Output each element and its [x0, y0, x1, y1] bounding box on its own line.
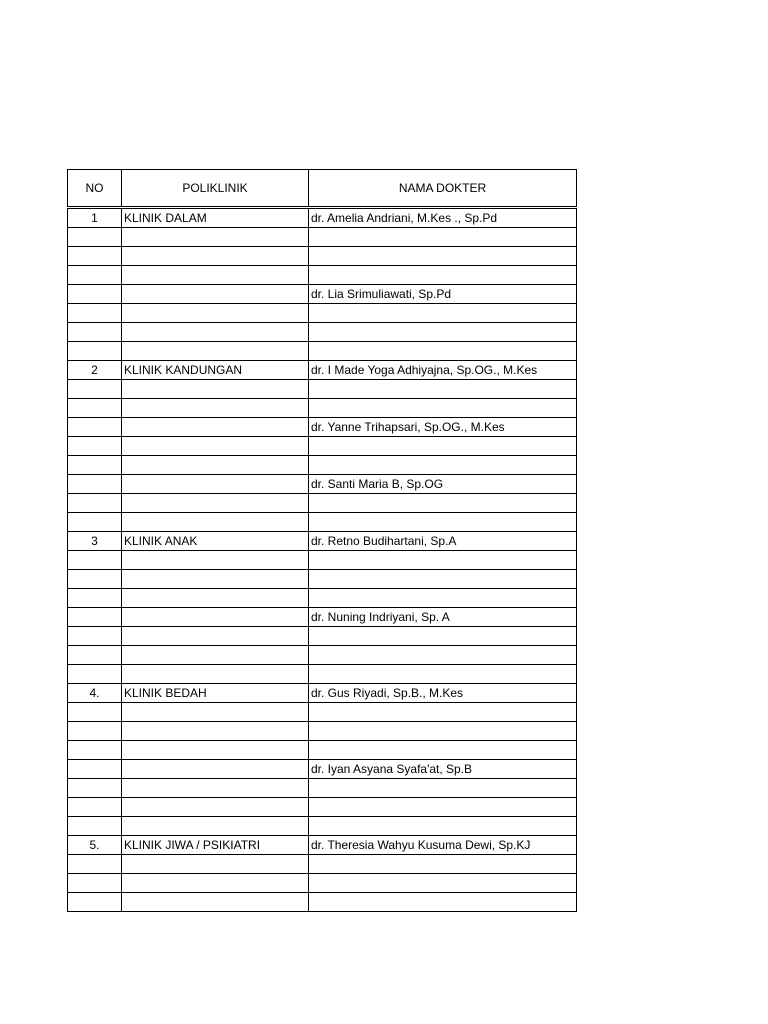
cell-poliklinik	[122, 456, 309, 475]
cell-nama-dokter	[309, 380, 577, 399]
cell-no: 4.	[68, 684, 122, 703]
table-row	[68, 208, 577, 228]
cell-no	[68, 608, 122, 627]
cell-no	[68, 722, 122, 741]
cell-no	[68, 513, 122, 532]
cell-nama-dokter	[309, 399, 577, 418]
table-row	[68, 608, 577, 627]
cell-nama-dokter: dr. I Made Yoga Adhiyajna, Sp.OG., M.Kes	[309, 361, 577, 380]
cell-no	[68, 380, 122, 399]
cell-nama-dokter	[309, 342, 577, 361]
cell-nama-dokter	[309, 893, 577, 912]
cell-nama-dokter	[309, 703, 577, 722]
cell-no	[68, 646, 122, 665]
cell-poliklinik	[122, 475, 309, 494]
table-row	[68, 570, 577, 589]
table-row	[68, 665, 577, 684]
cell-nama-dokter	[309, 247, 577, 266]
table-row	[68, 760, 577, 779]
cell-no	[68, 399, 122, 418]
table-header-row	[68, 170, 577, 208]
cell-nama-dokter	[309, 817, 577, 836]
table-row	[68, 361, 577, 380]
header-nama-dokter: NAMA DOKTER	[309, 170, 577, 208]
cell-no	[68, 741, 122, 760]
cell-no	[68, 342, 122, 361]
cell-nama-dokter: dr. Iyan Asyana Syafa'at, Sp.B	[309, 760, 577, 779]
cell-poliklinik: KLINIK KANDUNGAN	[122, 361, 309, 380]
table-row	[68, 437, 577, 456]
table-row	[68, 722, 577, 741]
table-row	[68, 627, 577, 646]
cell-poliklinik	[122, 228, 309, 247]
cell-nama-dokter: dr. Santi Maria B, Sp.OG	[309, 475, 577, 494]
cell-nama-dokter	[309, 494, 577, 513]
cell-no	[68, 418, 122, 437]
cell-no	[68, 817, 122, 836]
cell-no	[68, 456, 122, 475]
table-row	[68, 703, 577, 722]
cell-poliklinik	[122, 703, 309, 722]
spreadsheet-page	[67, 169, 576, 912]
doctor-schedule-table	[67, 169, 577, 912]
header-no: NO	[68, 170, 122, 208]
cell-nama-dokter	[309, 646, 577, 665]
cell-nama-dokter: dr. Amelia Andriani, M.Kes ., Sp.Pd	[309, 208, 577, 228]
table-row	[68, 874, 577, 893]
cell-no	[68, 475, 122, 494]
cell-poliklinik	[122, 798, 309, 817]
cell-poliklinik	[122, 741, 309, 760]
cell-no	[68, 437, 122, 456]
cell-nama-dokter	[309, 627, 577, 646]
cell-no: 3	[68, 532, 122, 551]
cell-no: 2	[68, 361, 122, 380]
cell-nama-dokter: dr. Nuning Indriyani, Sp. A	[309, 608, 577, 627]
cell-poliklinik: KLINIK JIWA / PSIKIATRI	[122, 836, 309, 855]
cell-nama-dokter	[309, 741, 577, 760]
table-row	[68, 513, 577, 532]
cell-nama-dokter	[309, 551, 577, 570]
cell-nama-dokter	[309, 570, 577, 589]
cell-poliklinik	[122, 722, 309, 741]
cell-no	[68, 779, 122, 798]
table-row	[68, 817, 577, 836]
cell-poliklinik	[122, 247, 309, 266]
table-row	[68, 855, 577, 874]
table-row	[68, 342, 577, 361]
table-row	[68, 551, 577, 570]
cell-poliklinik	[122, 513, 309, 532]
cell-nama-dokter	[309, 304, 577, 323]
cell-poliklinik	[122, 646, 309, 665]
cell-no	[68, 494, 122, 513]
cell-nama-dokter	[309, 874, 577, 893]
cell-poliklinik	[122, 285, 309, 304]
table-row	[68, 418, 577, 437]
table-body	[68, 208, 577, 912]
cell-nama-dokter	[309, 437, 577, 456]
cell-poliklinik	[122, 551, 309, 570]
table-row	[68, 836, 577, 855]
cell-no	[68, 893, 122, 912]
table-row	[68, 247, 577, 266]
table-row	[68, 228, 577, 247]
cell-no: 1	[68, 208, 122, 228]
cell-poliklinik	[122, 589, 309, 608]
cell-no	[68, 874, 122, 893]
cell-no	[68, 285, 122, 304]
table-row	[68, 399, 577, 418]
cell-no	[68, 228, 122, 247]
cell-no	[68, 665, 122, 684]
cell-no	[68, 703, 122, 722]
cell-poliklinik: KLINIK BEDAH	[122, 684, 309, 703]
table-row	[68, 684, 577, 703]
cell-no: 5.	[68, 836, 122, 855]
cell-nama-dokter: dr. Gus Riyadi, Sp.B., M.Kes	[309, 684, 577, 703]
cell-nama-dokter	[309, 779, 577, 798]
cell-nama-dokter: dr. Theresia Wahyu Kusuma Dewi, Sp.KJ	[309, 836, 577, 855]
cell-no	[68, 855, 122, 874]
cell-poliklinik	[122, 608, 309, 627]
cell-no	[68, 551, 122, 570]
cell-no	[68, 760, 122, 779]
cell-poliklinik	[122, 760, 309, 779]
cell-poliklinik	[122, 437, 309, 456]
table-row	[68, 893, 577, 912]
table-row	[68, 798, 577, 817]
cell-poliklinik	[122, 893, 309, 912]
table-row	[68, 456, 577, 475]
table-row	[68, 285, 577, 304]
cell-no	[68, 570, 122, 589]
cell-poliklinik	[122, 665, 309, 684]
cell-poliklinik	[122, 855, 309, 874]
cell-poliklinik	[122, 399, 309, 418]
table-row	[68, 646, 577, 665]
cell-poliklinik	[122, 779, 309, 798]
cell-poliklinik	[122, 570, 309, 589]
cell-nama-dokter: dr. Lia Srimuliawati, Sp.Pd	[309, 285, 577, 304]
cell-no	[68, 798, 122, 817]
cell-no	[68, 266, 122, 285]
cell-poliklinik	[122, 380, 309, 399]
cell-nama-dokter	[309, 665, 577, 684]
cell-nama-dokter	[309, 722, 577, 741]
cell-no	[68, 589, 122, 608]
cell-nama-dokter: dr. Yanne Trihapsari, Sp.OG., M.Kes	[309, 418, 577, 437]
cell-no	[68, 247, 122, 266]
header-poliklinik: POLIKLINIK	[122, 170, 309, 208]
cell-nama-dokter	[309, 855, 577, 874]
cell-nama-dokter	[309, 228, 577, 247]
cell-poliklinik	[122, 266, 309, 285]
cell-poliklinik	[122, 817, 309, 836]
table-row	[68, 779, 577, 798]
cell-nama-dokter: dr. Retno Budihartani, Sp.A	[309, 532, 577, 551]
cell-nama-dokter	[309, 798, 577, 817]
table-row	[68, 532, 577, 551]
cell-nama-dokter	[309, 323, 577, 342]
cell-no	[68, 627, 122, 646]
cell-nama-dokter	[309, 513, 577, 532]
cell-poliklinik: KLINIK DALAM	[122, 208, 309, 228]
cell-nama-dokter	[309, 589, 577, 608]
table-row	[68, 494, 577, 513]
cell-nama-dokter	[309, 456, 577, 475]
table-row	[68, 380, 577, 399]
table-row	[68, 266, 577, 285]
cell-poliklinik: KLINIK ANAK	[122, 532, 309, 551]
table-row	[68, 741, 577, 760]
table-row	[68, 304, 577, 323]
cell-poliklinik	[122, 627, 309, 646]
cell-no	[68, 323, 122, 342]
cell-poliklinik	[122, 494, 309, 513]
table-row	[68, 475, 577, 494]
cell-poliklinik	[122, 323, 309, 342]
cell-poliklinik	[122, 874, 309, 893]
cell-poliklinik	[122, 342, 309, 361]
table-row	[68, 323, 577, 342]
table-row	[68, 589, 577, 608]
cell-nama-dokter	[309, 266, 577, 285]
cell-poliklinik	[122, 418, 309, 437]
cell-no	[68, 304, 122, 323]
cell-poliklinik	[122, 304, 309, 323]
